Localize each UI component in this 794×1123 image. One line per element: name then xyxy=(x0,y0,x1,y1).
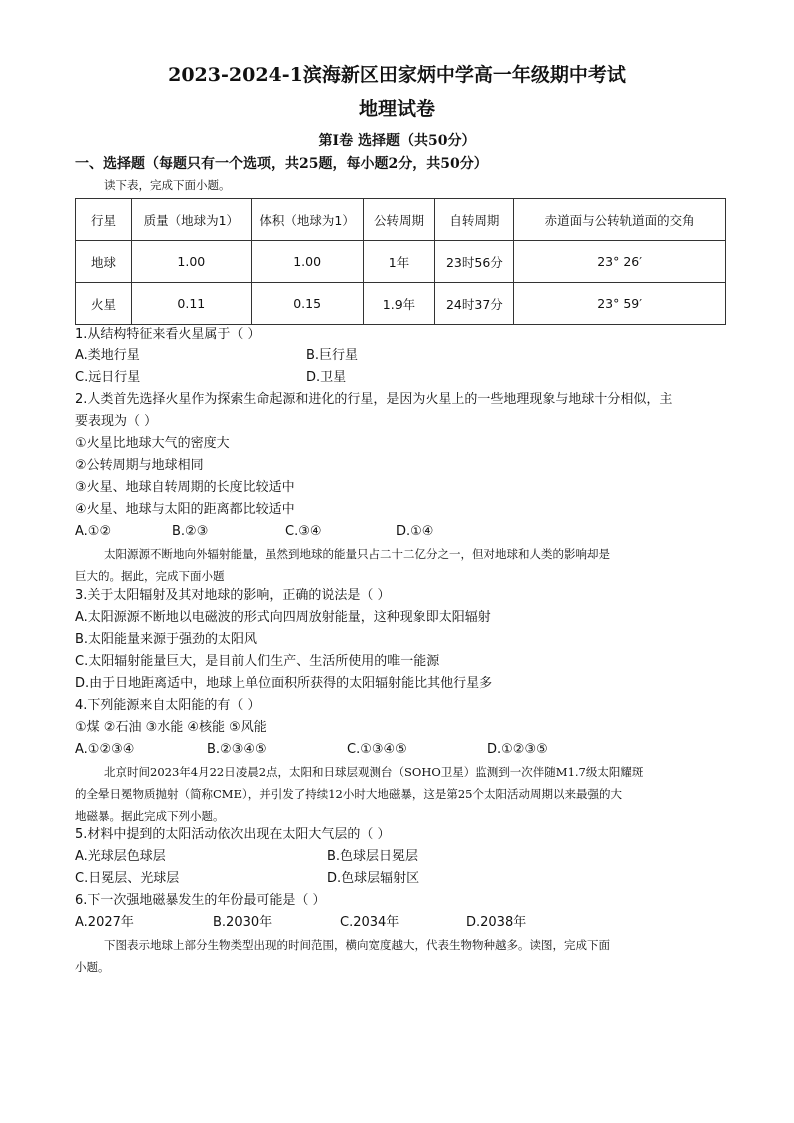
part-heading: 第I卷 选择题（共50分） xyxy=(318,133,476,149)
table-cell: 1年 xyxy=(363,241,435,283)
question-4-option-d[interactable]: D.①②③⑤ xyxy=(487,742,548,757)
passage-figure-instruction: 下图表示地球上部分生物类型出现的时间范围，横向宽度越大，代表生物物种越多。读图，完成下面 xyxy=(104,938,610,952)
table-header-row xyxy=(76,199,726,241)
question-2-option-c[interactable]: C.③④ xyxy=(285,524,322,539)
question-6-option-c[interactable]: C.2034年 xyxy=(340,915,400,930)
question-5-option-d[interactable]: D.色球层辐射区 xyxy=(327,871,420,886)
table-header-cell: 赤道面与公转轨道面的交角 xyxy=(514,199,726,241)
question-2-stem-cont: 要表现为（ ） xyxy=(75,414,158,429)
table-cell: 23° 59′ xyxy=(514,283,726,325)
question-6-stem: 6.下一次强地磁暴发生的年份最可能是（ ） xyxy=(75,893,326,908)
question-1-option-a[interactable]: A.类地行星 xyxy=(75,348,140,363)
table-header-cell: 自转周期 xyxy=(435,199,514,241)
question-1-option-c[interactable]: C.远日行星 xyxy=(75,370,141,385)
table-cell: 火星 xyxy=(76,283,132,325)
question-3-stem: 3.关于太阳辐射及其对地球的影响，正确的说法是（ ） xyxy=(75,588,391,603)
table-cell: 1.9年 xyxy=(363,283,435,325)
question-4-option-a[interactable]: A.①②③④ xyxy=(75,742,135,757)
question-2-stem: 2.人类首先选择火星作为探索生命起源和进化的行星，是因为火星上的一些地理现象与地球十分相似，主 xyxy=(75,392,673,407)
passage-geomagnetic-storm-cont: 的全晕日冕物质抛射（简称CME），并引发了持续12小时大地磁暴，这是第25个太阳活动周期以来最强的大 xyxy=(75,787,622,801)
table-cell: 地球 xyxy=(76,241,132,283)
table-cell: 0.15 xyxy=(251,283,363,325)
section-heading: 一、选择题（每题只有一个选项，共25题，每小题2分，共50分） xyxy=(75,156,488,172)
question-3-option-c[interactable]: C.太阳辐射能量巨大，是目前人们生产、生活所使用的唯一能源 xyxy=(75,654,440,669)
table-header-cell: 质量（地球为1） xyxy=(131,199,251,241)
table-cell: 23° 26′ xyxy=(514,241,726,283)
question-5-option-b[interactable]: B.色球层日冕层 xyxy=(327,849,419,864)
question-2-option-d[interactable]: D.①④ xyxy=(396,524,434,539)
question-5-option-a[interactable]: A.光球层色球层 xyxy=(75,849,166,864)
question-4-option-b[interactable]: B.②③④⑤ xyxy=(207,742,267,757)
question-6-option-d[interactable]: D.2038年 xyxy=(466,915,527,930)
planet-comparison-table xyxy=(75,198,726,325)
question-1-option-d[interactable]: D.卫星 xyxy=(306,370,347,385)
intro-table-instruction: 读下表，完成下面小题。 xyxy=(104,178,231,192)
passage-geomagnetic-storm-end: 地磁暴。据此完成下列小题。 xyxy=(75,809,225,823)
question-2-statement: ②公转周期与地球相同 xyxy=(75,458,204,473)
passage-geomagnetic-storm: 北京时间2023年4月22日凌晨2点，太阳和日球层观测台（SOHO卫星）监测到一次伴随M1.7级太阳耀斑 xyxy=(104,765,644,779)
question-3-option-a[interactable]: A.太阳源源不断地以电磁波的形式向四周放射能量，这种现象即太阳辐射 xyxy=(75,610,491,625)
table-cell: 1.00 xyxy=(251,241,363,283)
table-cell: 23时56分 xyxy=(435,241,514,283)
table-header-cell: 公转周期 xyxy=(363,199,435,241)
question-2-statement: ①火星比地球大气的密度大 xyxy=(75,436,230,451)
passage-solar-radiation-cont: 巨大的。据此，完成下面小题 xyxy=(75,569,225,583)
question-1-option-b[interactable]: B.巨行星 xyxy=(306,348,359,363)
passage-solar-radiation: 太阳源源不断地向外辐射能量，虽然到地球的能量只占二十二亿分之一，但对地球和人类的影响却是 xyxy=(104,547,610,561)
question-1-stem: 1.从结构特征来看火星属于（ ） xyxy=(75,327,261,342)
question-2-option-a[interactable]: A.①② xyxy=(75,524,112,539)
question-3-option-d[interactable]: D.由于日地距离适中，地球上单位面积所获得的太阳辐射能比其他行星多 xyxy=(75,676,493,691)
question-2-statement: ④火星、地球与太阳的距离都比较适中 xyxy=(75,502,295,517)
question-5-stem: 5.材料中提到的太阳活动依次出现在太阳大气层的（ ） xyxy=(75,827,391,842)
table-cell: 24时37分 xyxy=(435,283,514,325)
table-header-cell: 行星 xyxy=(76,199,132,241)
question-4-stem: 4.下列能源来自太阳能的有（ ） xyxy=(75,698,261,713)
question-2-statement: ③火星、地球自转周期的长度比较适中 xyxy=(75,480,295,495)
question-3-option-b[interactable]: B.太阳能量来源于强劲的太阳风 xyxy=(75,632,258,647)
table-row xyxy=(76,283,726,325)
question-2-option-b[interactable]: B.②③ xyxy=(172,524,209,539)
question-6-option-b[interactable]: B.2030年 xyxy=(213,915,273,930)
question-6-option-a[interactable]: A.2027年 xyxy=(75,915,134,930)
question-5-option-c[interactable]: C.日冕层、光球层 xyxy=(75,871,180,886)
table-cell: 1.00 xyxy=(131,241,251,283)
question-4-items: ①煤 ②石油 ③水能 ④核能 ⑤风能 xyxy=(75,720,267,735)
table-row xyxy=(76,241,726,283)
exam-subtitle: 地理试卷 xyxy=(358,98,435,120)
table-cell: 0.11 xyxy=(131,283,251,325)
exam-title: 2023-2024-1滨海新区田家炳中学高一年级期中考试 xyxy=(168,64,626,86)
passage-figure-instruction-cont: 小题。 xyxy=(75,960,110,974)
table-header-cell: 体积（地球为1） xyxy=(251,199,363,241)
question-4-option-c[interactable]: C.①③④⑤ xyxy=(347,742,407,757)
